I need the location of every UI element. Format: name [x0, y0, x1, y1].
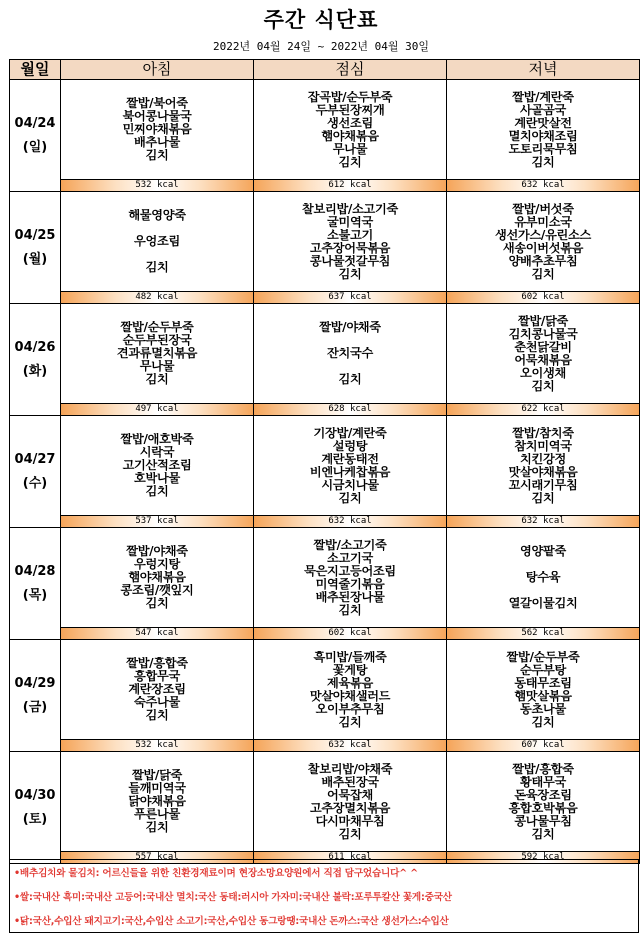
lunch-cell	[254, 304, 447, 404]
lunch-cell	[254, 416, 447, 516]
lunch-cell	[254, 640, 447, 740]
menu-item: 흥합무국	[134, 670, 180, 683]
menu-item: 계란맛살전	[514, 116, 572, 130]
menu-item: 짤밥/애호박죽	[120, 433, 194, 446]
menu-item: 김치콩나물국	[508, 327, 578, 341]
dinner-kcal: 632 kcal	[447, 180, 640, 192]
day-weekday: (일)	[22, 139, 48, 155]
lunch-cell	[254, 752, 447, 852]
date-range: 2022년 04월 24일 ~ 2022년 04월 30일	[212, 40, 430, 53]
menu-item: 시금치나물	[321, 478, 379, 492]
day-cell	[10, 640, 61, 752]
menu-item: 영양팥죽	[520, 545, 566, 558]
lunch-kcal: 612 kcal	[254, 180, 447, 192]
menu-item: 김치	[145, 821, 169, 834]
table-header-row	[10, 60, 640, 80]
menu-item: 김치	[145, 709, 169, 722]
menu-item: 소불고기	[327, 228, 373, 242]
menu-item: 들깨미역국	[128, 782, 186, 795]
menu-item: 콩나물무침	[514, 814, 572, 828]
day-date: 04/25	[14, 227, 56, 243]
dinner-cell	[447, 752, 640, 852]
breakfast-cell	[61, 304, 254, 404]
menu-item: 짤밥/버섯죽	[512, 202, 574, 216]
kcal-row	[10, 292, 640, 304]
note-line: •쌀:국내산 흑미:국내산 고등어:국내산 멸치:국산 동태:러시아 가자미:국내산 불락:포루투칼산 꽃게:중국산	[14, 892, 452, 903]
lunch-cell	[254, 80, 447, 180]
menu-item: 햄맛살볶음	[514, 689, 572, 703]
menu-item: 닭야채볶음	[128, 795, 186, 808]
menu-item: 김치	[145, 149, 169, 162]
menu-item: 무나물	[139, 360, 175, 373]
menu-item: 탕수육	[525, 571, 561, 584]
menu-item: 양배추초무침	[508, 254, 578, 268]
menu-item: 김치	[338, 155, 362, 169]
menu-item: 짤밥/계란죽	[512, 90, 574, 104]
day-cell	[10, 528, 61, 640]
day-date: 04/26	[14, 339, 56, 355]
menu-item: 김치	[531, 155, 555, 169]
day-cell	[10, 80, 61, 192]
day-date: 04/24	[14, 115, 56, 131]
menu-item: 생선조림	[327, 116, 373, 130]
menu-item: 어묵잡채	[327, 788, 373, 802]
menu-item	[61, 222, 253, 235]
menu-item: 춘천닭갈비	[514, 340, 572, 354]
lunch-cell	[254, 192, 447, 292]
dinner-kcal: 562 kcal	[447, 628, 640, 640]
menu-item: 동초나물	[520, 702, 566, 716]
menu-item	[447, 558, 639, 571]
menu-item: 순두부된장국	[122, 334, 192, 347]
menu-item: 꼬시래기무침	[508, 478, 578, 492]
day-cell	[10, 416, 61, 528]
breakfast-cell	[61, 416, 254, 516]
menu-item: 고추장어묵볶음	[309, 241, 391, 255]
menu-item: 배추나물	[134, 136, 180, 149]
kcal-row	[10, 180, 640, 192]
header-breakfast: 아침	[61, 60, 254, 80]
day-row	[10, 192, 640, 292]
breakfast-cell	[61, 752, 254, 852]
menu-item: 참치미역국	[514, 439, 572, 453]
lunch-kcal: 632 kcal	[254, 740, 447, 752]
menu-item: 김치	[145, 485, 169, 498]
menu-item: 햄야채볶음	[321, 129, 379, 143]
dinner-kcal: 632 kcal	[447, 516, 640, 528]
menu-item: 오이생채	[520, 366, 566, 380]
breakfast-cell	[61, 528, 254, 628]
breakfast-cell	[61, 192, 254, 292]
menu-item: 민찌야채볶음	[122, 123, 192, 136]
day-cell	[10, 304, 61, 416]
lunch-kcal: 611 kcal	[254, 852, 447, 864]
menu-item: 순두부탕	[520, 663, 566, 677]
day-weekday: (화)	[22, 363, 48, 379]
menu-item: 김치	[531, 379, 555, 393]
menu-item: 김치	[145, 261, 169, 274]
breakfast-kcal: 557 kcal	[61, 852, 254, 864]
kcal-row	[10, 628, 640, 640]
menu-item: 짤밥/야채죽	[319, 321, 381, 334]
day-date: 04/28	[14, 563, 56, 579]
menu-item: 잔치국수	[327, 347, 373, 360]
breakfast-kcal: 547 kcal	[61, 628, 254, 640]
day-weekday: (금)	[22, 699, 48, 715]
menu-item: 김치	[338, 827, 362, 841]
header-dinner: 저녁	[447, 60, 640, 80]
menu-item: 찰보리밥/소고기죽	[302, 202, 398, 216]
day-weekday: (수)	[22, 475, 48, 491]
day-row	[10, 752, 640, 852]
menu-item: 호박나물	[134, 472, 180, 485]
menu-item: 기장밥/계란죽	[313, 426, 387, 440]
day-row	[10, 528, 640, 628]
menu-item: 계란장조림	[128, 683, 186, 696]
header-lunch: 점심	[254, 60, 447, 80]
menu-item: 콩조림/깻잎지	[120, 584, 194, 597]
menu-item: 김치	[145, 597, 169, 610]
day-row	[10, 416, 640, 516]
menu-item: 견과류멸치볶음	[116, 347, 198, 360]
breakfast-kcal: 497 kcal	[61, 404, 254, 416]
menu-item: 황태무국	[520, 775, 566, 789]
menu-item: 동태무조림	[514, 676, 572, 690]
menu-item: 도토리묵무침	[508, 142, 578, 156]
notes-box	[9, 859, 639, 933]
menu-item: 오이부추무침	[315, 702, 385, 716]
breakfast-cell	[61, 80, 254, 180]
weekly-menu-table	[9, 59, 640, 864]
menu-item: 미역줄기볶음	[315, 577, 385, 591]
dinner-cell	[447, 80, 640, 180]
lunch-kcal: 602 kcal	[254, 628, 447, 640]
menu-item: 흑미밥/들깨죽	[313, 650, 387, 664]
menu-item: 유부미소국	[514, 215, 572, 229]
menu-item: 짤밥/흥합죽	[512, 762, 574, 776]
menu-item	[254, 334, 446, 347]
menu-item: 흥합호박볶음	[508, 801, 578, 815]
menu-item: 새송이버섯볶음	[502, 241, 584, 255]
menu-item: 꽃게탕	[332, 663, 368, 677]
lunch-kcal: 637 kcal	[254, 292, 447, 304]
menu-item: 북어콩나물국	[122, 110, 192, 123]
menu-item: 맛살야채볶음	[508, 465, 578, 479]
menu-item: 짤밥/흥합죽	[126, 657, 188, 670]
dinner-kcal: 592 kcal	[447, 852, 640, 864]
menu-item: 치킨강정	[520, 452, 566, 466]
breakfast-cell	[61, 640, 254, 740]
dinner-cell	[447, 192, 640, 292]
menu-item: 콩나물젓갈무침	[309, 254, 391, 268]
menu-item: 햄야채볶음	[128, 571, 186, 584]
page-title: 주간 식단표	[263, 7, 379, 32]
menu-item: 다시마채무침	[315, 814, 385, 828]
menu-item: 배추된장국	[321, 775, 379, 789]
dinner-kcal: 622 kcal	[447, 404, 640, 416]
kcal-row	[10, 740, 640, 752]
note-line: •배추김치와 물김치: 어르신들을 위한 친환경재료이며 현장소망요양원에서 직접 담구었습니다^ ^	[14, 868, 418, 879]
menu-item: 김치	[531, 267, 555, 281]
menu-item: 숙주나물	[134, 696, 180, 709]
day-date: 04/29	[14, 675, 56, 691]
menu-item: 무나물	[332, 142, 368, 156]
note-line: •닭:국산,수입산 돼지고기:국산,수입산 소고기:국산,수입산 동그랑땡:국내산 돈까스:국산 생선가스:수입산	[14, 916, 449, 927]
menu-item: 고추장멸치볶음	[309, 801, 391, 815]
kcal-row	[10, 404, 640, 416]
menu-item: 김치	[338, 603, 362, 617]
day-weekday: (토)	[22, 811, 48, 827]
lunch-kcal: 632 kcal	[254, 516, 447, 528]
header-day: 월일	[10, 60, 61, 80]
day-cell	[10, 752, 61, 864]
lunch-cell	[254, 528, 447, 628]
menu-item: 맛살야채샐러드	[309, 689, 391, 703]
menu-item: 해물영양죽	[128, 209, 186, 222]
menu-item: 짤밥/닭죽	[517, 314, 569, 328]
menu-item: 설렁탕	[332, 439, 368, 453]
menu-item: 김치	[531, 491, 555, 505]
day-cell	[10, 192, 61, 304]
menu-item: 굴미역국	[327, 215, 373, 229]
menu-item: 생선가스/유린소스	[495, 228, 591, 242]
menu-item: 열갈이물김치	[508, 597, 578, 610]
menu-item: 김치	[531, 715, 555, 729]
menu-item: 짤밥/소고기죽	[313, 538, 387, 552]
dinner-cell	[447, 304, 640, 404]
menu-item: 묵은지고등어조림	[304, 564, 396, 578]
menu-item: 짤밥/순두부죽	[120, 321, 194, 334]
menu-item: 우엉조림	[134, 235, 180, 248]
dinner-cell	[447, 416, 640, 516]
menu-item: 김치	[531, 827, 555, 841]
menu-item: 돈육장조림	[514, 788, 572, 802]
menu-item: 짤밥/참치죽	[512, 426, 574, 440]
menu-item: 비엔나케찹볶음	[309, 465, 391, 479]
breakfast-kcal: 482 kcal	[61, 292, 254, 304]
menu-item: 잡곡밥/순두부죽	[307, 90, 393, 104]
dinner-kcal: 607 kcal	[447, 740, 640, 752]
day-row	[10, 304, 640, 404]
menu-item: 우렁지탕	[134, 558, 180, 571]
menu-item: 짤밥/순두부죽	[506, 650, 580, 664]
day-weekday: (월)	[22, 251, 48, 267]
day-row	[10, 640, 640, 740]
menu-item: 두부된장찌개	[315, 103, 385, 117]
day-row	[10, 80, 640, 180]
menu-item: 배추된장나물	[315, 590, 385, 604]
kcal-row	[10, 516, 640, 528]
menu-item: 제육볶음	[327, 676, 373, 690]
menu-item: 푸른나물	[134, 808, 180, 821]
menu-item: 소고기국	[327, 551, 373, 565]
day-date: 04/30	[14, 787, 56, 803]
menu-item: 고기산적조림	[122, 459, 192, 472]
breakfast-kcal: 532 kcal	[61, 180, 254, 192]
menu-item: 짤밥/야채죽	[126, 545, 188, 558]
day-weekday: (목)	[22, 587, 48, 603]
menu-item: 찰보리밥/야채죽	[307, 762, 393, 776]
menu-item: 김치	[145, 373, 169, 386]
menu-item: 짤밥/닭죽	[131, 769, 183, 782]
breakfast-kcal: 537 kcal	[61, 516, 254, 528]
day-date: 04/27	[14, 451, 56, 467]
breakfast-kcal: 532 kcal	[61, 740, 254, 752]
menu-item: 김치	[338, 491, 362, 505]
menu-item: 짤밥/북어죽	[126, 97, 188, 110]
menu-item	[447, 584, 639, 597]
menu-item: 사골곰국	[520, 103, 566, 117]
menu-item	[61, 248, 253, 261]
menu-item	[254, 360, 446, 373]
dinner-cell	[447, 640, 640, 740]
menu-item: 멸치야채조림	[508, 129, 578, 143]
dinner-cell	[447, 528, 640, 628]
menu-item: 계란동태전	[321, 452, 379, 466]
menu-item: 김치	[338, 715, 362, 729]
menu-item: 시락국	[139, 446, 175, 459]
menu-item: 어묵채볶음	[514, 353, 572, 367]
menu-item: 김치	[338, 373, 362, 386]
dinner-kcal: 602 kcal	[447, 292, 640, 304]
menu-item: 김치	[338, 267, 362, 281]
lunch-kcal: 628 kcal	[254, 404, 447, 416]
